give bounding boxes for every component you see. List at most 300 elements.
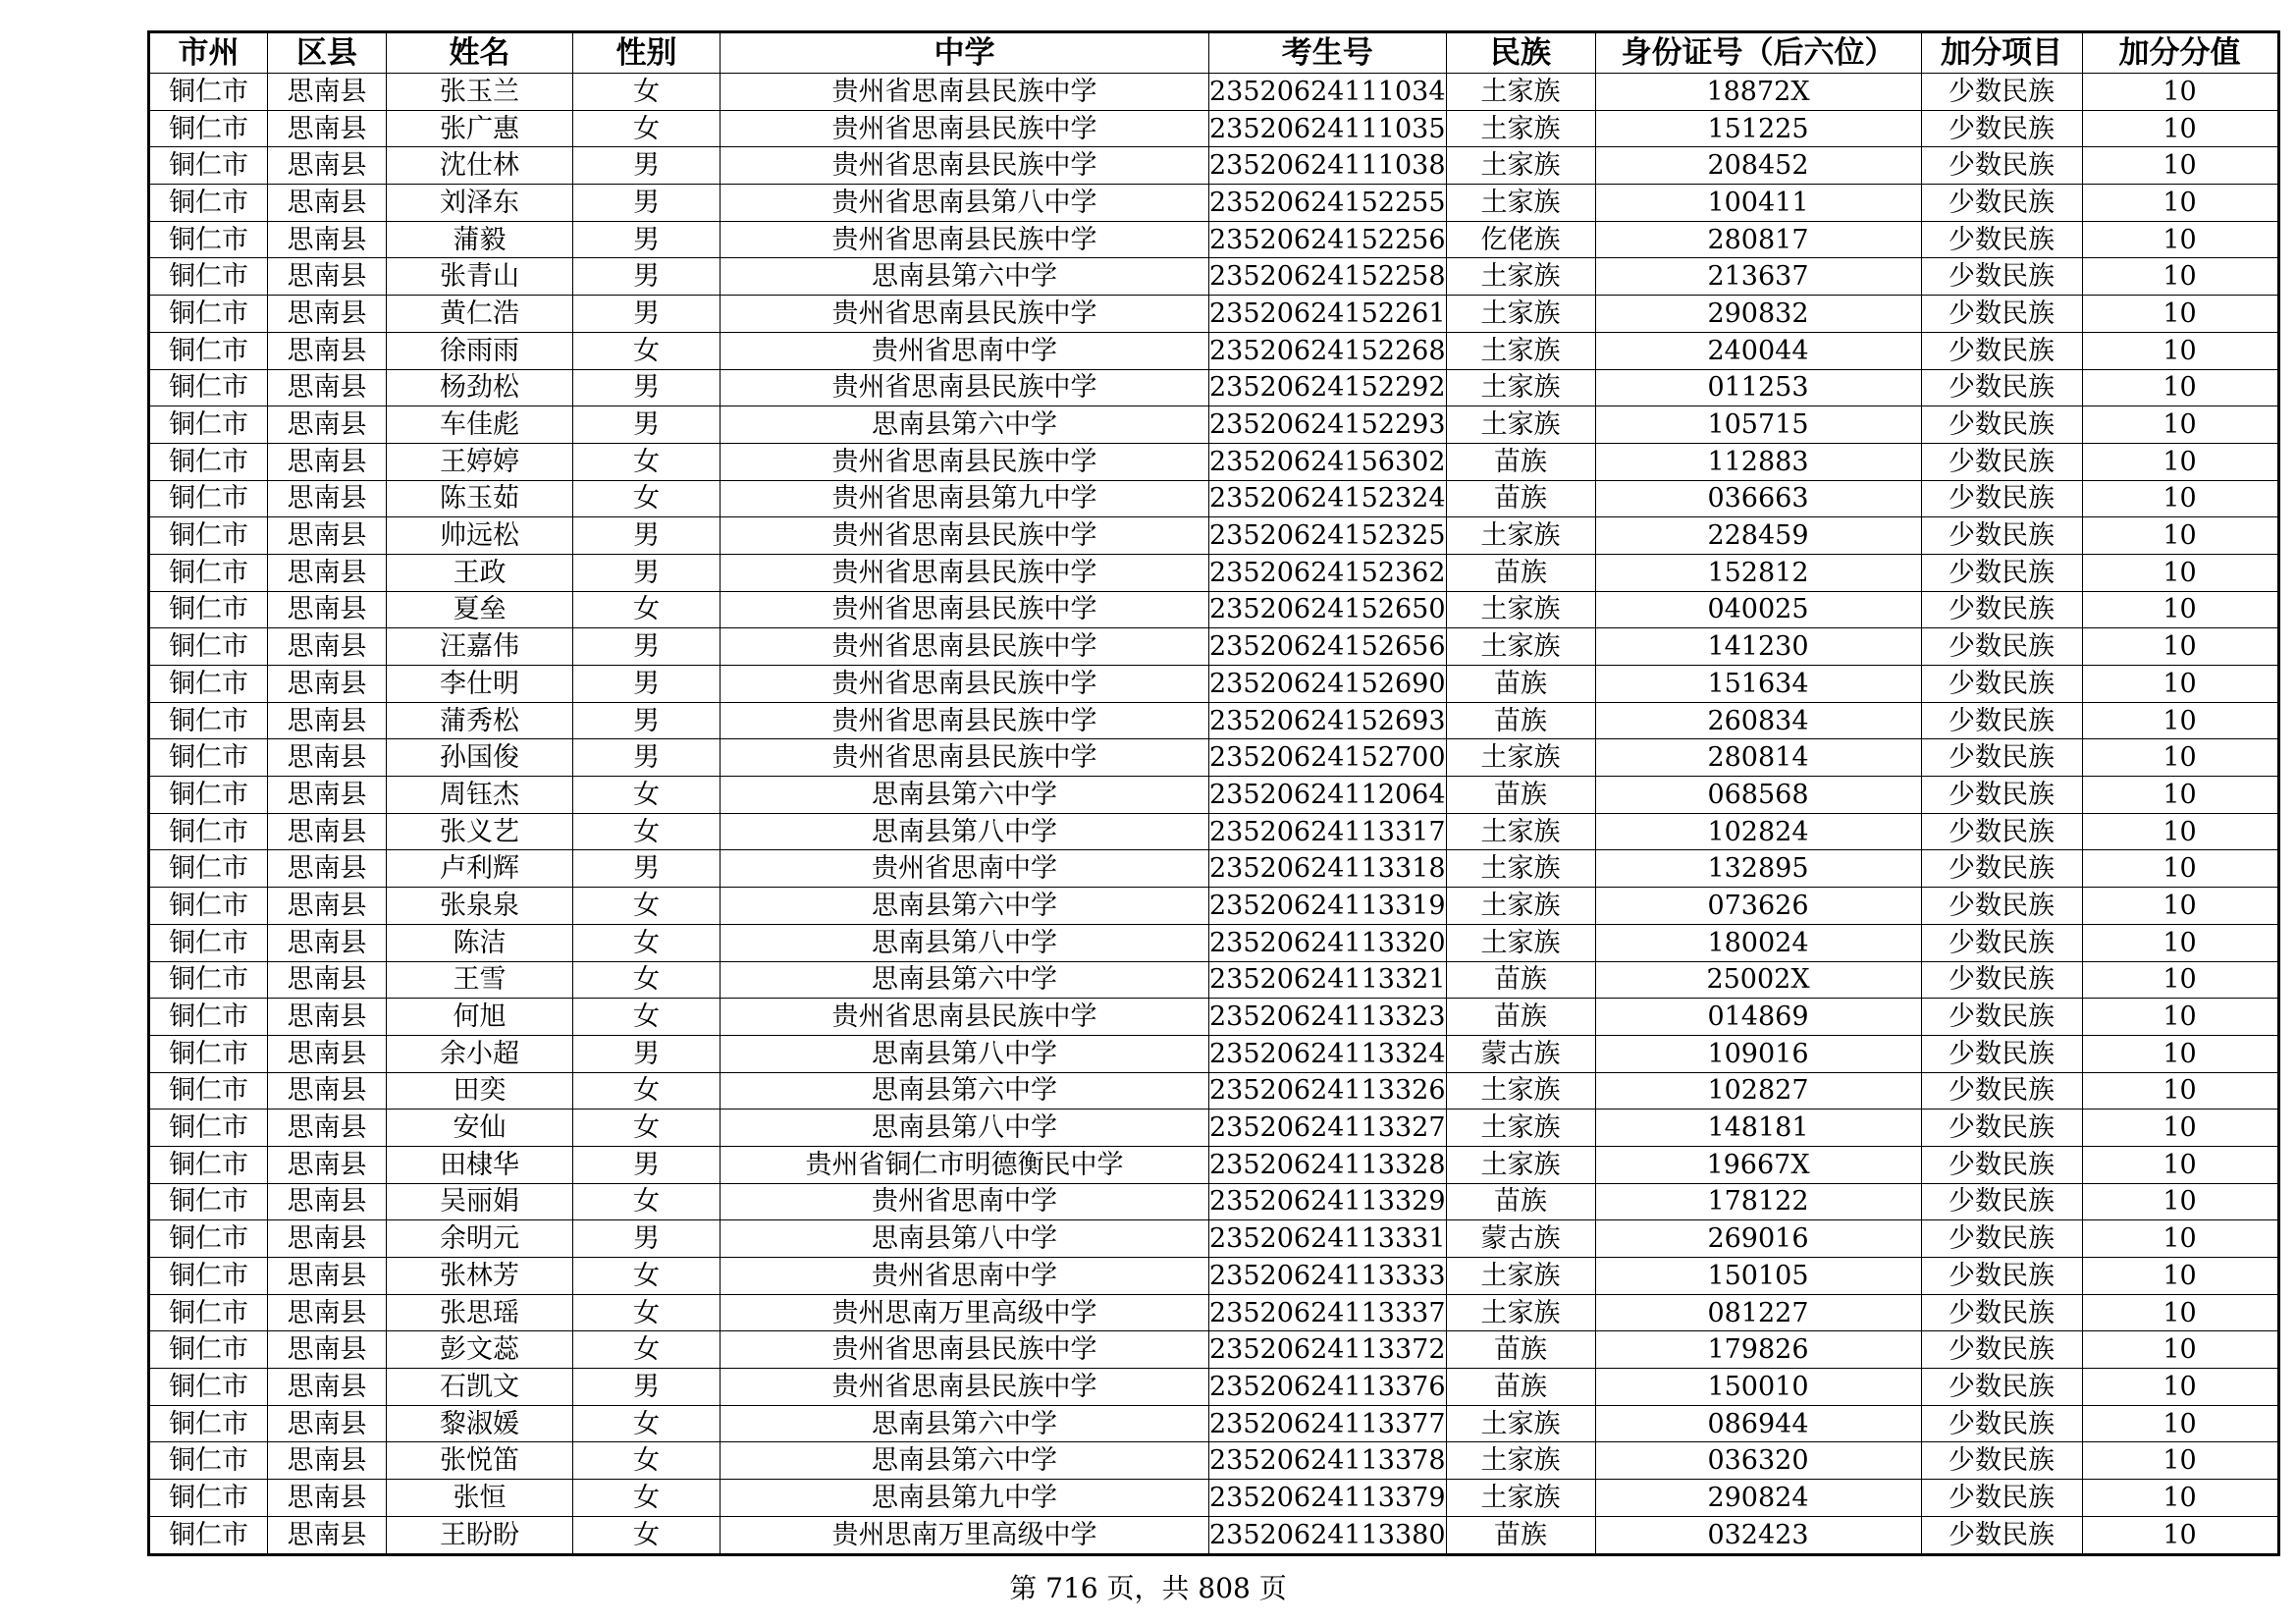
cell-ethnicity: 土家族 (1446, 813, 1595, 850)
cell-bonus-item: 少数民族 (1921, 258, 2082, 296)
cell-name: 刘泽东 (387, 185, 573, 222)
cell-bonus-item: 少数民族 (1921, 1405, 2082, 1442)
cell-ethnicity: 土家族 (1446, 1294, 1595, 1331)
cell-gender: 男 (573, 739, 721, 777)
cell-id-suffix: 141230 (1595, 628, 1921, 666)
cell-bonus-value: 10 (2082, 369, 2278, 406)
cell-bonus-item: 少数民族 (1921, 739, 2082, 777)
cell-ethnicity: 土家族 (1446, 1072, 1595, 1110)
cell-name: 王盼盼 (387, 1516, 573, 1554)
cell-name: 何旭 (387, 999, 573, 1036)
cell-city: 铜仁市 (149, 1516, 268, 1554)
cell-school: 贵州思南万里高级中学 (721, 1294, 1209, 1331)
cell-county: 思南县 (268, 1183, 387, 1220)
cell-ethnicity: 苗族 (1446, 1331, 1595, 1369)
cell-bonus-item: 少数民族 (1921, 1146, 2082, 1183)
cell-exam-number: 23520624152650 (1209, 591, 1447, 628)
cell-bonus-item: 少数民族 (1921, 850, 2082, 888)
cell-gender: 男 (573, 517, 721, 555)
cell-bonus-value: 10 (2082, 888, 2278, 925)
cell-city: 铜仁市 (149, 110, 268, 147)
cell-exam-number: 23520624113331 (1209, 1220, 1447, 1258)
cell-bonus-item: 少数民族 (1921, 1294, 2082, 1331)
cell-exam-number: 23520624113327 (1209, 1110, 1447, 1147)
cell-bonus-item: 少数民族 (1921, 628, 2082, 666)
cell-id-suffix: 112883 (1595, 443, 1921, 480)
cell-county: 思南县 (268, 1480, 387, 1517)
cell-id-suffix: 179826 (1595, 1331, 1921, 1369)
cell-county: 思南县 (268, 1516, 387, 1554)
column-header-city: 市州 (149, 32, 268, 74)
cell-gender: 男 (573, 1369, 721, 1406)
cell-ethnicity: 土家族 (1446, 1258, 1595, 1295)
cell-school: 贵州省思南中学 (721, 1183, 1209, 1220)
cell-exam-number: 23520624113328 (1209, 1146, 1447, 1183)
table-row (149, 443, 2279, 480)
cell-name: 蒲毅 (387, 221, 573, 258)
table-row (149, 702, 2279, 739)
table-row (149, 221, 2279, 258)
cell-ethnicity: 土家族 (1446, 296, 1595, 333)
cell-name: 卢利辉 (387, 850, 573, 888)
cell-school: 贵州省思南县民族中学 (721, 74, 1209, 111)
cell-id-suffix: 19667X (1595, 1146, 1921, 1183)
cell-school: 贵州省思南中学 (721, 332, 1209, 369)
cell-bonus-value: 10 (2082, 258, 2278, 296)
cell-name: 陈玉茹 (387, 480, 573, 517)
cell-bonus-value: 10 (2082, 702, 2278, 739)
cell-exam-number: 23520624152700 (1209, 739, 1447, 777)
cell-ethnicity: 仡佬族 (1446, 221, 1595, 258)
cell-bonus-item: 少数民族 (1921, 221, 2082, 258)
cell-bonus-item: 少数民族 (1921, 1480, 2082, 1517)
cell-exam-number: 23520624152292 (1209, 369, 1447, 406)
cell-id-suffix: 102827 (1595, 1072, 1921, 1110)
cell-id-suffix: 036320 (1595, 1442, 1921, 1480)
cell-bonus-value: 10 (2082, 1442, 2278, 1480)
cell-county: 思南县 (268, 1035, 387, 1072)
column-header-exam-number: 考生号 (1209, 32, 1447, 74)
cell-county: 思南县 (268, 1294, 387, 1331)
cell-school: 贵州省思南县民族中学 (721, 147, 1209, 185)
cell-school: 思南县第八中学 (721, 1220, 1209, 1258)
cell-gender: 女 (573, 443, 721, 480)
cell-bonus-value: 10 (2082, 110, 2278, 147)
cell-bonus-item: 少数民族 (1921, 1072, 2082, 1110)
cell-exam-number: 23520624113320 (1209, 924, 1447, 961)
cell-gender: 女 (573, 777, 721, 814)
cell-school: 思南县第六中学 (721, 1442, 1209, 1480)
cell-ethnicity: 土家族 (1446, 332, 1595, 369)
cell-exam-number: 23520624152656 (1209, 628, 1447, 666)
table-row (149, 1220, 2279, 1258)
table-row (149, 1516, 2279, 1554)
cell-bonus-item: 少数民族 (1921, 369, 2082, 406)
cell-bonus-item: 少数民族 (1921, 961, 2082, 999)
cell-school: 贵州省思南县民族中学 (721, 702, 1209, 739)
cell-gender: 女 (573, 1183, 721, 1220)
cell-ethnicity: 土家族 (1446, 517, 1595, 555)
cell-city: 铜仁市 (149, 480, 268, 517)
cell-name: 蒲秀松 (387, 702, 573, 739)
cell-city: 铜仁市 (149, 850, 268, 888)
cell-city: 铜仁市 (149, 443, 268, 480)
cell-bonus-item: 少数民族 (1921, 517, 2082, 555)
cell-exam-number: 23520624152690 (1209, 666, 1447, 703)
cell-exam-number: 23520624113380 (1209, 1516, 1447, 1554)
cell-gender: 女 (573, 1072, 721, 1110)
cell-bonus-value: 10 (2082, 406, 2278, 444)
cell-bonus-value: 10 (2082, 777, 2278, 814)
cell-gender: 女 (573, 1405, 721, 1442)
cell-bonus-value: 10 (2082, 443, 2278, 480)
cell-county: 思南县 (268, 1110, 387, 1147)
table-row (149, 369, 2279, 406)
table-row (149, 185, 2279, 222)
cell-gender: 男 (573, 296, 721, 333)
cell-id-suffix: 151634 (1595, 666, 1921, 703)
cell-bonus-item: 少数民族 (1921, 110, 2082, 147)
cell-bonus-value: 10 (2082, 480, 2278, 517)
cell-school: 思南县第六中学 (721, 1405, 1209, 1442)
cell-city: 铜仁市 (149, 1442, 268, 1480)
cell-city: 铜仁市 (149, 406, 268, 444)
table-row (149, 1183, 2279, 1220)
table-row (149, 739, 2279, 777)
column-header-gender: 性别 (573, 32, 721, 74)
cell-bonus-value: 10 (2082, 850, 2278, 888)
cell-city: 铜仁市 (149, 1331, 268, 1369)
cell-name: 黄仁浩 (387, 296, 573, 333)
cell-county: 思南县 (268, 702, 387, 739)
cell-ethnicity: 土家族 (1446, 924, 1595, 961)
cell-city: 铜仁市 (149, 628, 268, 666)
table-row (149, 999, 2279, 1036)
cell-city: 铜仁市 (149, 1110, 268, 1147)
table-row (149, 666, 2279, 703)
cell-school: 贵州省思南县第八中学 (721, 185, 1209, 222)
table-row (149, 1258, 2279, 1295)
table-row (149, 1294, 2279, 1331)
cell-city: 铜仁市 (149, 1258, 268, 1295)
cell-id-suffix: 102824 (1595, 813, 1921, 850)
cell-city: 铜仁市 (149, 147, 268, 185)
cell-bonus-value: 10 (2082, 666, 2278, 703)
cell-school: 思南县第六中学 (721, 961, 1209, 999)
cell-name: 石凯文 (387, 1369, 573, 1406)
cell-bonus-item: 少数民族 (1921, 74, 2082, 111)
cell-gender: 男 (573, 221, 721, 258)
cell-bonus-item: 少数民族 (1921, 1442, 2082, 1480)
cell-bonus-value: 10 (2082, 74, 2278, 111)
table-row (149, 554, 2279, 591)
cell-name: 汪嘉伟 (387, 628, 573, 666)
cell-school: 思南县第六中学 (721, 777, 1209, 814)
cell-gender: 女 (573, 1480, 721, 1517)
cell-id-suffix: 260834 (1595, 702, 1921, 739)
cell-name: 张林芳 (387, 1258, 573, 1295)
cell-city: 铜仁市 (149, 999, 268, 1036)
cell-bonus-value: 10 (2082, 554, 2278, 591)
cell-city: 铜仁市 (149, 1035, 268, 1072)
cell-name: 陈洁 (387, 924, 573, 961)
cell-county: 思南县 (268, 924, 387, 961)
cell-school: 贵州省铜仁市明德衡民中学 (721, 1146, 1209, 1183)
cell-bonus-value: 10 (2082, 1258, 2278, 1295)
cell-ethnicity: 土家族 (1446, 1405, 1595, 1442)
cell-id-suffix: 269016 (1595, 1220, 1921, 1258)
cell-exam-number: 23520624113317 (1209, 813, 1447, 850)
table-row (149, 961, 2279, 999)
cell-county: 思南县 (268, 517, 387, 555)
cell-bonus-item: 少数民族 (1921, 924, 2082, 961)
cell-name: 孙国俊 (387, 739, 573, 777)
cell-bonus-value: 10 (2082, 1183, 2278, 1220)
cell-county: 思南县 (268, 628, 387, 666)
cell-bonus-item: 少数民族 (1921, 147, 2082, 185)
cell-county: 思南县 (268, 1146, 387, 1183)
cell-name: 张玉兰 (387, 74, 573, 111)
cell-bonus-value: 10 (2082, 1331, 2278, 1369)
cell-name: 张思瑶 (387, 1294, 573, 1331)
cell-city: 铜仁市 (149, 258, 268, 296)
cell-school: 贵州省思南县民族中学 (721, 369, 1209, 406)
cell-county: 思南县 (268, 480, 387, 517)
cell-bonus-item: 少数民族 (1921, 1516, 2082, 1554)
cell-id-suffix: 280814 (1595, 739, 1921, 777)
cell-exam-number: 23520624112064 (1209, 777, 1447, 814)
cell-ethnicity: 苗族 (1446, 554, 1595, 591)
cell-ethnicity: 苗族 (1446, 777, 1595, 814)
cell-school: 贵州省思南县民族中学 (721, 443, 1209, 480)
cell-county: 思南县 (268, 850, 387, 888)
cell-gender: 男 (573, 666, 721, 703)
cell-exam-number: 23520624111034 (1209, 74, 1447, 111)
cell-name: 王政 (387, 554, 573, 591)
cell-ethnicity: 苗族 (1446, 702, 1595, 739)
table-header (149, 32, 2279, 74)
column-header-bonus-value: 加分分值 (2082, 32, 2278, 74)
cell-county: 思南县 (268, 813, 387, 850)
column-header-bonus-item: 加分项目 (1921, 32, 2082, 74)
column-header-county: 区县 (268, 32, 387, 74)
cell-county: 思南县 (268, 888, 387, 925)
cell-city: 铜仁市 (149, 1220, 268, 1258)
table-row (149, 813, 2279, 850)
cell-bonus-item: 少数民族 (1921, 999, 2082, 1036)
cell-county: 思南县 (268, 1331, 387, 1369)
cell-school: 贵州省思南县民族中学 (721, 1369, 1209, 1406)
table-row (149, 1110, 2279, 1147)
cell-exam-number: 23520624113378 (1209, 1442, 1447, 1480)
cell-ethnicity: 苗族 (1446, 1183, 1595, 1220)
cell-county: 思南县 (268, 666, 387, 703)
cell-exam-number: 23520624113377 (1209, 1405, 1447, 1442)
cell-exam-number: 23520624113319 (1209, 888, 1447, 925)
cell-gender: 女 (573, 74, 721, 111)
cell-county: 思南县 (268, 591, 387, 628)
cell-bonus-value: 10 (2082, 1516, 2278, 1554)
cell-city: 铜仁市 (149, 702, 268, 739)
cell-id-suffix: 032423 (1595, 1516, 1921, 1554)
cell-county: 思南县 (268, 1369, 387, 1406)
cell-bonus-item: 少数民族 (1921, 666, 2082, 703)
cell-name: 李仕明 (387, 666, 573, 703)
cell-county: 思南县 (268, 999, 387, 1036)
cell-id-suffix: 040025 (1595, 591, 1921, 628)
table-row (149, 1072, 2279, 1110)
cell-id-suffix: 228459 (1595, 517, 1921, 555)
cell-gender: 男 (573, 1220, 721, 1258)
cell-school: 思南县第六中学 (721, 888, 1209, 925)
table-row (149, 332, 2279, 369)
column-header-school: 中学 (721, 32, 1209, 74)
cell-bonus-value: 10 (2082, 1110, 2278, 1147)
cell-ethnicity: 土家族 (1446, 628, 1595, 666)
cell-gender: 女 (573, 1331, 721, 1369)
column-header-name: 姓名 (387, 32, 573, 74)
cell-ethnicity: 土家族 (1446, 1110, 1595, 1147)
cell-bonus-item: 少数民族 (1921, 888, 2082, 925)
cell-id-suffix: 132895 (1595, 850, 1921, 888)
table-row (149, 1442, 2279, 1480)
cell-bonus-item: 少数民族 (1921, 1110, 2082, 1147)
cell-ethnicity: 土家族 (1446, 1442, 1595, 1480)
cell-name: 田奕 (387, 1072, 573, 1110)
cell-id-suffix: 109016 (1595, 1035, 1921, 1072)
cell-id-suffix: 148181 (1595, 1110, 1921, 1147)
cell-ethnicity: 土家族 (1446, 185, 1595, 222)
cell-id-suffix: 280817 (1595, 221, 1921, 258)
cell-bonus-value: 10 (2082, 1480, 2278, 1517)
cell-gender: 女 (573, 110, 721, 147)
cell-gender: 男 (573, 554, 721, 591)
table-row (149, 850, 2279, 888)
cell-city: 铜仁市 (149, 591, 268, 628)
cell-bonus-value: 10 (2082, 813, 2278, 850)
cell-id-suffix: 086944 (1595, 1405, 1921, 1442)
cell-name: 张广惠 (387, 110, 573, 147)
cell-exam-number: 23520624113324 (1209, 1035, 1447, 1072)
cell-exam-number: 23520624113326 (1209, 1072, 1447, 1110)
cell-id-suffix: 25002X (1595, 961, 1921, 999)
cell-bonus-value: 10 (2082, 1405, 2278, 1442)
cell-id-suffix: 152812 (1595, 554, 1921, 591)
cell-name: 彭文蕊 (387, 1331, 573, 1369)
cell-name: 张悦笛 (387, 1442, 573, 1480)
cell-bonus-value: 10 (2082, 1146, 2278, 1183)
cell-bonus-value: 10 (2082, 999, 2278, 1036)
cell-school: 贵州省思南县民族中学 (721, 628, 1209, 666)
cell-ethnicity: 土家族 (1446, 739, 1595, 777)
cell-bonus-value: 10 (2082, 332, 2278, 369)
cell-school: 贵州省思南中学 (721, 1258, 1209, 1295)
cell-exam-number: 23520624113333 (1209, 1258, 1447, 1295)
cell-bonus-value: 10 (2082, 185, 2278, 222)
cell-bonus-value: 10 (2082, 961, 2278, 999)
cell-city: 铜仁市 (149, 813, 268, 850)
cell-exam-number: 23520624113376 (1209, 1369, 1447, 1406)
cell-name: 王婷婷 (387, 443, 573, 480)
cell-gender: 男 (573, 702, 721, 739)
cell-school: 思南县第六中学 (721, 1072, 1209, 1110)
cell-school: 贵州省思南县民族中学 (721, 591, 1209, 628)
cell-exam-number: 23520624152258 (1209, 258, 1447, 296)
cell-city: 铜仁市 (149, 369, 268, 406)
cell-school: 贵州省思南县民族中学 (721, 554, 1209, 591)
cell-ethnicity: 土家族 (1446, 406, 1595, 444)
cell-gender: 男 (573, 147, 721, 185)
cell-school: 思南县第八中学 (721, 1035, 1209, 1072)
table-row (149, 1035, 2279, 1072)
cell-exam-number: 23520624113337 (1209, 1294, 1447, 1331)
cell-county: 思南县 (268, 147, 387, 185)
cell-county: 思南县 (268, 961, 387, 999)
cell-county: 思南县 (268, 185, 387, 222)
cell-name: 田棣华 (387, 1146, 573, 1183)
cell-exam-number: 23520624113318 (1209, 850, 1447, 888)
cell-exam-number: 23520624152268 (1209, 332, 1447, 369)
cell-gender: 女 (573, 999, 721, 1036)
cell-bonus-item: 少数民族 (1921, 185, 2082, 222)
cell-school: 思南县第八中学 (721, 924, 1209, 961)
cell-name: 吴丽娟 (387, 1183, 573, 1220)
cell-bonus-item: 少数民族 (1921, 702, 2082, 739)
cell-county: 思南县 (268, 554, 387, 591)
cell-city: 铜仁市 (149, 221, 268, 258)
cell-id-suffix: 178122 (1595, 1183, 1921, 1220)
cell-city: 铜仁市 (149, 924, 268, 961)
cell-name: 王雪 (387, 961, 573, 999)
cell-exam-number: 23520624152293 (1209, 406, 1447, 444)
table-row (149, 1369, 2279, 1406)
cell-county: 思南县 (268, 1220, 387, 1258)
cell-gender: 男 (573, 185, 721, 222)
cell-school: 贵州省思南县民族中学 (721, 999, 1209, 1036)
cell-ethnicity: 土家族 (1446, 591, 1595, 628)
table-row (149, 406, 2279, 444)
cell-exam-number: 23520624111038 (1209, 147, 1447, 185)
cell-gender: 男 (573, 850, 721, 888)
cell-school: 贵州思南万里高级中学 (721, 1516, 1209, 1554)
cell-city: 铜仁市 (149, 296, 268, 333)
cell-school: 贵州省思南中学 (721, 850, 1209, 888)
cell-gender: 男 (573, 628, 721, 666)
cell-county: 思南县 (268, 406, 387, 444)
cell-gender: 女 (573, 813, 721, 850)
cell-exam-number: 23520624152362 (1209, 554, 1447, 591)
cell-city: 铜仁市 (149, 666, 268, 703)
cell-id-suffix: 240044 (1595, 332, 1921, 369)
page-footer: 第 716 页，共 808 页 (1009, 1572, 1287, 1604)
cell-id-suffix: 014869 (1595, 999, 1921, 1036)
cell-exam-number: 23520624156302 (1209, 443, 1447, 480)
cell-ethnicity: 土家族 (1446, 1146, 1595, 1183)
cell-exam-number: 23520624111035 (1209, 110, 1447, 147)
cell-bonus-value: 10 (2082, 1369, 2278, 1406)
cell-gender: 女 (573, 1516, 721, 1554)
cell-bonus-value: 10 (2082, 924, 2278, 961)
cell-id-suffix: 100411 (1595, 185, 1921, 222)
cell-city: 铜仁市 (149, 74, 268, 111)
cell-county: 思南县 (268, 1442, 387, 1480)
cell-county: 思南县 (268, 777, 387, 814)
cell-gender: 女 (573, 1294, 721, 1331)
cell-name: 周钰杰 (387, 777, 573, 814)
cell-ethnicity: 土家族 (1446, 369, 1595, 406)
cell-bonus-item: 少数民族 (1921, 480, 2082, 517)
cell-ethnicity: 苗族 (1446, 999, 1595, 1036)
